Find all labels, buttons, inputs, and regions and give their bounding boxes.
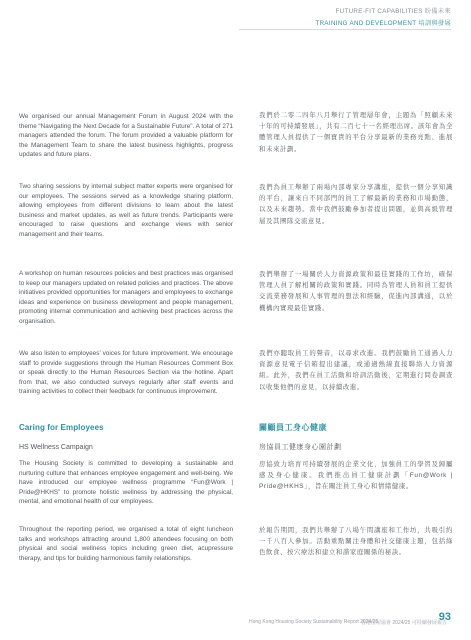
header-subsection-title: [315, 18, 451, 27]
paragraph-sharing-sessions-en: Two sharing sessions by internal subject matter experts were organised for our employees. The sessions served as a knowledge sharing platform, allowing employees from different divisions to learn about the latest business and market updates, as well as future trends. Participants were encouraged to raise questions and exchange views with senior management and their teams.: [19, 183, 233, 238]
page-number: 93: [438, 611, 451, 623]
paragraph-luncheon-talks-zh: 於報告期間，我們共舉辦了八場午間講座和工作坊，共吸引約一千八百人參加。活動重點關注身體和社交健康主題，包括綠色飲食、按穴療法和建立和諧家庭關係的秘訣。: [259, 527, 453, 557]
header-subsection-zh: 培訓與發展: [418, 20, 451, 27]
paragraph-sharing-sessions-zh: 我們為員工舉辦了兩場內部專家分享講座，提供一個分享知識的平台，讓來自不同部門的員工了解最新的業務和市場動態，以及未來趨勢。當中我們鼓勵參加者提出問題，並與高級管理層及其團隊交流意見。: [259, 184, 453, 225]
paragraph-employee-voices-zh: 我們亦聽取員工的聲音，以尋求改進。我們鼓勵員工通過人力資源意見電子信箱提出建議，或通過熱線直接聯絡人力資源組。此外，我們在員工活動和培訓活動後，定期進行問卷調查以收集他們的意見，以持續改進。: [259, 350, 453, 391]
paragraph-management-forum-en: We organised our annual Management Forum in August 2024 with the theme “Navigating the Next Decade for a Sustainable Future”. A total of 271 managers attended the forum. The forum provided a valuable platform for the Management Team to share the latest business highlights, progress updates and future plans.: [19, 113, 233, 159]
subheading-hs-wellness-en: HS Wellness Campaign: [19, 444, 93, 451]
paragraph-hr-workshop-en: A workshop on human resources policies and best practices was organised to keep our managers updated on related policies and practices. The above initiatives provided opportunities for managers and employees to exchange ideas and experience on business development and people management, promoting internal communication and achieving best practices across the organisation.: [19, 270, 233, 325]
paragraph-wellness-programme-en: The Housing Society is committed to developing a sustainable and nurturing culture that enhances employee engagement and well-being. We have introduced our employee wellness programme “Fun@Work | Pride@HKHS” to promote holistic wellness by addressing the physical, mental, and emotional health of our employees.: [19, 460, 233, 506]
header-subsection-en: TRAINING AND DEVELOPMENT: [315, 20, 417, 27]
paragraph-management-forum-zh: 我們於二零二四年八月舉行了管理層年會，主題為「照顧未來十年的可持續發展」，共有二百七十一名經理出席。該年會為全體管理人員提供了一個寶貴的平台分享最新的業務亮點、進展和未來計劃。: [259, 112, 453, 153]
paragraph-luncheon-talks-en: Throughout the reporting period, we organised a total of eight luncheon talks and workshops attracting around 1,800 attendees focusing on both physical and social wellness topics including green diet, acupressure therapy, and tips for building harmonious family relationships.: [19, 526, 233, 562]
section-heading-caring-en: Caring for Employees: [19, 423, 104, 432]
header-section-title: [336, 6, 451, 15]
header-divider: [239, 29, 451, 30]
paragraph-wellness-programme-zh: 房協致力培育可持續發展的企業文化，加強員工的學習及歸屬感及身心健康。我們推出員工健康計劃「Fun@Work | Pride@HKHS」，旨在關注員工身心和情緒健康。: [259, 461, 453, 491]
paragraph-hr-workshop-zh: 我們舉辦了一場關於人力資源政策和最佳實踐的工作坊，確保管理人員了解相關的政策和實踐。同時為管理人員和員工提供交流業務發展和人事管理的想法和經驗，促進內部溝通，以於機構內實現最佳實踐。: [259, 271, 453, 312]
subheading-hs-wellness-zh: 房協員工健康身心園計劃: [259, 444, 342, 451]
header-section-zh: 盼備未來: [424, 8, 451, 15]
header-section-en: FUTURE-FIT CAPABILITIES: [335, 8, 423, 15]
paragraph-employee-voices-en: We also listen to employees’ voices for future improvement. We encourage staff to provide suggestions through the Human Resources Comment Box or speak directly to the Human Resources Section via the hotline. Apart from that, we also conducted surveys regularly after staff events and training activities to collect their feedback for continuous improvement.: [19, 350, 233, 396]
footer-report-title-en: Hong Kong Housing Society Sustainability Report 2024/25: [249, 619, 379, 625]
section-heading-caring-zh: 關顧員工身心健康: [259, 423, 327, 432]
footer-report-title-zh: 香港房屋協會 2024/25 可持續發展報告: [361, 620, 447, 626]
